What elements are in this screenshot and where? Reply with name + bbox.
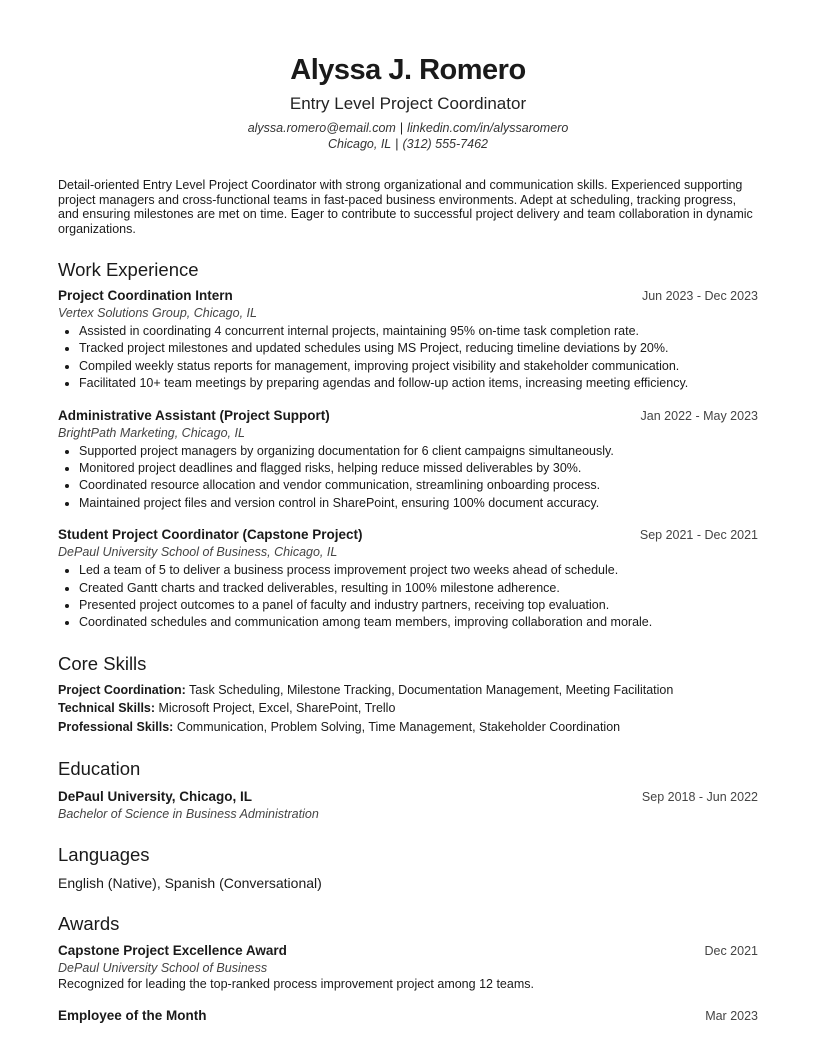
candidate-headline: Entry Level Project Coordinator [289, 94, 527, 113]
award-issuer: DePaul University School of Business [58, 960, 268, 975]
job-title: Project Coordination Intern [58, 288, 233, 303]
candidate-name: Alyssa J. Romero [290, 54, 526, 86]
section-title-languages: Languages [58, 843, 150, 865]
award-description: Recognized for leading the top-ranked process improvement project among 12 teams. [58, 976, 534, 991]
job-header [58, 407, 758, 425]
job-bullet: • Tracked project milestones and updated schedules using MS Project, reducing timeline deviations by 20%. [79, 340, 758, 357]
education-degree: Bachelor of Science in Business Administration [58, 806, 319, 821]
contact-linkedin: linkedin.com/in/alyssaromero [407, 121, 569, 135]
skill-items: Communication, Problem Solving, Time Management, Stakeholder Coordination [176, 720, 621, 735]
job-header [58, 287, 758, 305]
job-company: BrightPath Marketing, Chicago, IL [58, 425, 245, 440]
section-title-education: Education [58, 757, 141, 779]
award-title: Capstone Project Excellence Award [58, 942, 287, 958]
skill-category: Technical Skills: [58, 701, 156, 716]
skill-line [58, 718, 758, 737]
contact-line-1 [58, 120, 758, 136]
job-bullet: • Created Gantt charts and tracked deliverables, resulting in 100% milestone adherence. [79, 580, 758, 597]
education-section [58, 757, 758, 823]
resume-header [58, 0, 758, 152]
award-date: Dec 2021 [704, 943, 758, 958]
contact-email: alyssa.romero@email.com [247, 121, 396, 135]
contact-separator: | [399, 121, 404, 135]
education-school: DePaul University, Chicago, IL [58, 788, 253, 804]
job-dates: Jan 2022 - May 2023 [640, 408, 758, 423]
job-bullet: • Monitored project deadlines and flagged risks, helping reduce missed deliverables by 30%. [79, 460, 758, 477]
job-dates: Jun 2023 - Dec 2023 [641, 289, 758, 303]
languages-section [58, 843, 758, 892]
education-entry [58, 788, 758, 823]
job-bullets [58, 562, 758, 632]
job-title: Administrative Assistant (Project Support) [58, 407, 330, 423]
job-bullet: • Presented project outcomes to a panel of faculty and industry partners, receiving top evaluation. [79, 597, 758, 614]
job-company: DePaul University School of Business, Chicago, IL [58, 545, 338, 560]
languages-text: English (Native), Spanish (Conversational) [58, 874, 322, 891]
job-bullets [58, 443, 758, 513]
award-entry [58, 942, 758, 991]
award-entry [58, 1007, 758, 1025]
award-header [58, 1007, 758, 1025]
education-header [58, 788, 758, 806]
job-bullet: • Assisted in coordinating 4 concurrent internal projects, maintaining 95% on-time task completion rate. [79, 323, 758, 340]
contact-line-2 [58, 136, 758, 152]
job-bullet: • Coordinated schedules and communication among team members, improving collaboration and morale. [79, 614, 758, 631]
job-entry [58, 526, 758, 632]
job-entry [58, 287, 758, 393]
job-bullet: • Compiled weekly status reports for management, improving project visibility and stakeholder communication. [79, 358, 758, 375]
work-experience-section [58, 258, 758, 632]
section-title-work: Work Experience [58, 259, 199, 280]
job-company: Vertex Solutions Group, Chicago, IL [58, 306, 257, 320]
job-bullet: • Led a team of 5 to deliver a business process improvement project two weeks ahead of schedule. [79, 562, 758, 579]
skill-line [58, 681, 758, 700]
job-dates: Sep 2021 - Dec 2021 [639, 528, 758, 543]
contact-info [58, 120, 758, 152]
contact-phone: (312) 555-7462 [402, 137, 488, 151]
section-title-skills: Core Skills [58, 652, 147, 674]
awards-section [58, 912, 758, 1025]
skill-category: Professional Skills: [58, 720, 174, 735]
contact-location: Chicago, IL [328, 137, 392, 151]
skill-items: Microsoft Project, Excel, SharePoint, Trello [158, 701, 396, 716]
skills-list [58, 681, 758, 737]
award-title: Employee of the Month [58, 1007, 207, 1023]
contact-separator: | [395, 137, 399, 151]
job-header [58, 526, 758, 544]
job-bullet: • Coordinated resource allocation and vendor communication, streamlining onboarding process. [79, 477, 758, 494]
job-title: Student Project Coordinator (Capstone Project) [58, 527, 363, 543]
section-title-awards: Awards [58, 912, 120, 934]
skill-line [58, 699, 758, 718]
education-dates: Sep 2018 - Jun 2022 [641, 789, 758, 804]
award-header [58, 942, 758, 960]
job-entry [58, 407, 758, 513]
job-bullet: • Supported project managers by organizing documentation for 6 client campaigns simultaneously. [79, 443, 758, 460]
job-bullets [58, 323, 758, 393]
skill-category: Project Coordination: [58, 682, 186, 697]
core-skills-section [58, 652, 758, 737]
award-date: Mar 2023 [705, 1008, 758, 1023]
job-bullet: • Maintained project files and version control in SharePoint, ensuring 100% document accuracy. [79, 495, 758, 512]
job-bullet: • Facilitated 10+ team meetings by preparing agendas and follow-up action items, increasing meeting efficiency. [79, 375, 758, 392]
skill-items: Task Scheduling, Milestone Tracking, Documentation Management, Meeting Facilitation [189, 682, 674, 697]
professional-summary: Detail-oriented Entry Level Project Coordinator with strong organizational and communication skills. Experienced supporting project managers and cross-functional teams in fast-paced business environments. Adept at scheduling, tracking progress, and ensuring milestones are met on time. Eager to contribute to successful project delivery and team collaboration in dynamic organizations. [58, 178, 753, 236]
